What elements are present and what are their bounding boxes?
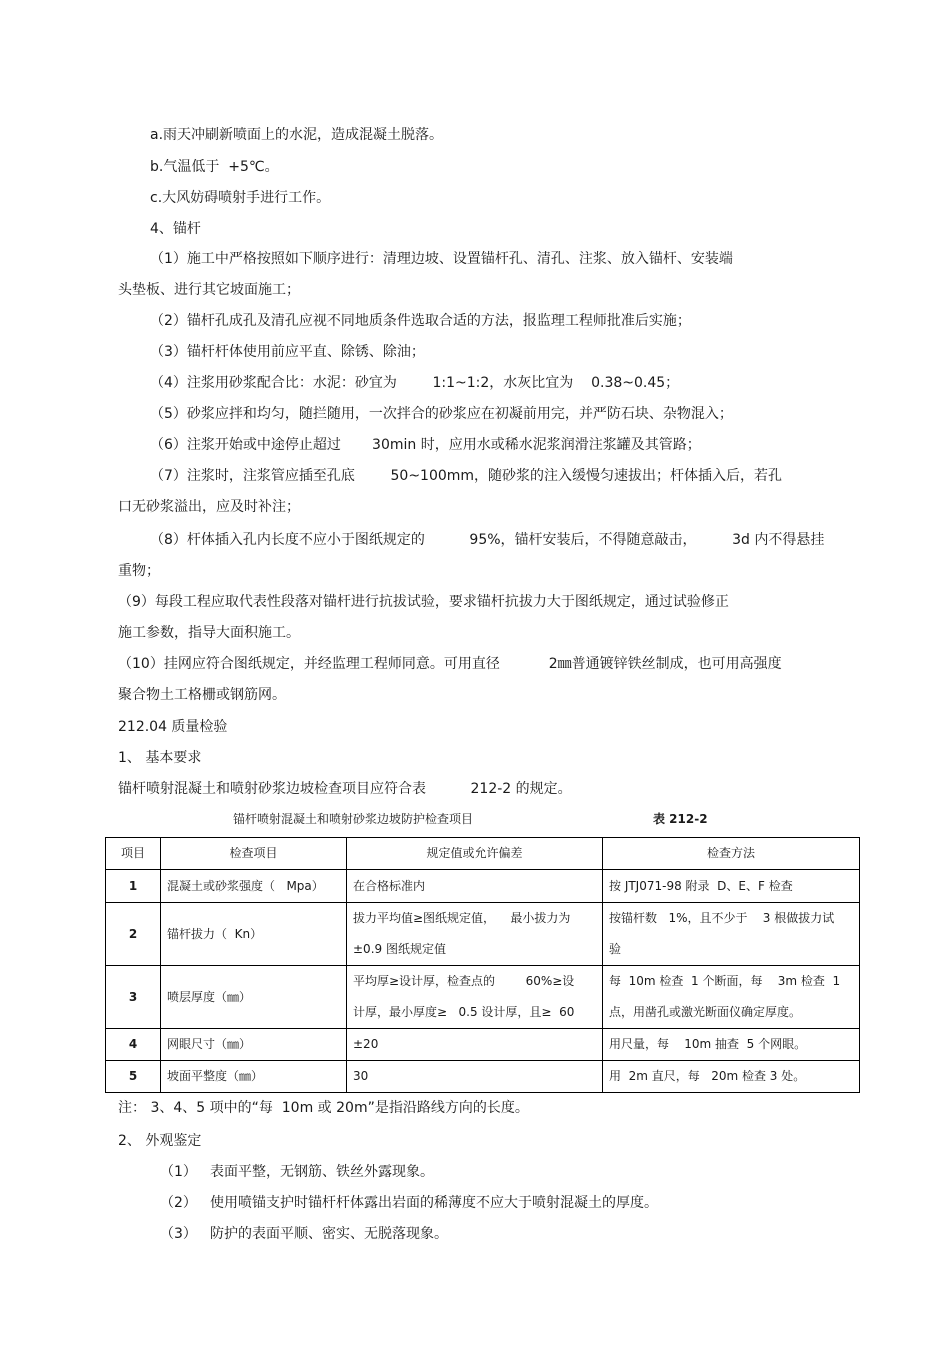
text-line: （8）杆体插入孔内长度不应小于图纸规定的 95%，锚杆安装后，不得随意敲击， 3d 内不得悬挂 [150,532,825,548]
row-number: 3 [106,966,161,1029]
text-line: （10）挂网应符合图纸规定，并经监理工程师同意。可用直径 2㎜普通镀锌铁丝制成，也可用高强度 [118,656,782,672]
text-line: 重物； [118,563,160,579]
text-line: （7）注浆时，注浆管应插至孔底 50~100mm，随砂浆的注入缓慢匀速拔出；杆体插入后，若孔 [150,468,783,484]
method-line: 用尺量，每 10m 抽查 5 个网眼。 [609,1037,807,1051]
item-number: （1） [160,1164,197,1180]
method-line: 按锚杆数 1%，且不少于 3 根做拔力试 [609,911,835,925]
row-number: 2 [106,903,161,966]
text-line: （5）砂浆应拌和均匀，随拦随用，一次拌合的砂浆应在初凝前用完，并严防石块、杂物混入； [150,406,733,422]
method-line: 每 10m 检查 1 个断面，每 3m 检查 1 [609,974,841,988]
item-text: 使用喷锚支护时锚杆杆体露出岩面的稀薄度不应大于喷射混凝土的厚度。 [210,1195,658,1211]
method-line: 点，用凿孔或激光断面仪确定厚度。 [609,1005,802,1019]
check-item: 坡面平整度（㎜） [161,1061,347,1093]
spec-value [347,870,603,903]
spec-line: 拔力平均值≥图纸规定值， 最小拔力为 [353,911,571,925]
spec-value [347,903,603,966]
method-line: 按 JTJ071-98 附录 D、E、F 检查 [609,878,793,893]
header-cell: 检查项目 [161,838,347,870]
text-line: 头垫板、进行其它坡面施工； [118,282,300,298]
check-item: 锚杆拔力（ Kn） [161,903,347,966]
table-header-row [106,838,860,870]
text-line: a.雨天冲刷新喷面上的水泥，造成混凝土脱落。 [150,127,444,143]
subsection-title: 2、 外观鉴定 [118,1133,202,1149]
check-item: 网眼尺寸（㎜） [161,1029,347,1061]
check-method [603,1029,860,1061]
method-line: 用 2m 直尺，每 20m 检查 3 处。 [609,1069,806,1083]
method-line: 验 [609,942,622,956]
section-title: 212.04 质量检验 [118,719,228,735]
check-method [603,903,860,966]
table-note: 注： 3、4、5 项中的“每 10m 或 20m”是指沿路线方向的长度。 [118,1100,529,1116]
text-line: 口无砂浆溢出，应及时补注； [118,499,300,515]
table-row [106,1029,860,1061]
spec-line: 30 [353,1069,369,1083]
header-cell: 检查方法 [603,838,860,870]
spec-value [347,1061,603,1093]
table-row [106,966,860,1029]
table-number: 表 212-2 [653,812,708,826]
text-line: 施工参数，指导大面积施工。 [118,625,300,641]
spec-value [347,1029,603,1061]
text-line: c.大风妨碍喷射手进行工作。 [150,190,331,206]
row-number: 4 [106,1029,161,1061]
section-heading-anchor: 4、锚杆 [150,221,201,237]
row-number: 1 [106,870,161,903]
text-line: （6）注浆开始或中途停止超过 30min 时，应用水或稀水泥浆润滑注浆罐及其管路； [150,437,701,453]
spec-line: 计厚，最小厚度≥ 0.5 设计厚，且≥ 60 [353,1005,575,1019]
check-item: 混凝土或砂浆强度（ Mpa） [161,870,347,903]
text-line: （1）施工中严格按照如下顺序进行：清理边坡、设置锚杆孔、清孔、注浆、放入锚杆、安装端 [150,251,733,267]
check-item: 喷层厚度（㎜） [161,966,347,1029]
row-number: 5 [106,1061,161,1093]
item-text: 防护的表面平顺、密实、无脱落现象。 [210,1226,448,1242]
check-method [603,1061,860,1093]
header-cell: 项目 [106,838,161,870]
spec-line: 在合格标准内 [353,878,426,893]
spec-line: ±0.9 图纸规定值 [353,942,446,956]
text-line: （3）锚杆杆体使用前应平直、除锈、除油； [150,344,425,360]
table-row [106,1061,860,1093]
text-line: （4）注浆用砂浆配合比：水泥：砂宜为 1:1~1:2，水灰比宜为 0.38~0.45； [150,375,680,391]
text-line: 聚合物土工格栅或钢筋网。 [118,687,286,703]
item-text: 表面平整，无钢筋、铁丝外露现象。 [210,1164,434,1180]
item-number: （2） [160,1195,197,1211]
spec-line: ±20 [353,1037,379,1051]
inspection-table [105,837,860,1093]
text-line: （9）每段工程应取代表性段落对锚杆进行抗拔试验，要求锚杆抗拔力大于图纸规定，通过试验修正 [118,594,729,610]
text-line: b.气温低于 +5℃。 [150,159,279,175]
spec-line: 平均厚≥设计厚，检查点的 60%≥设 [353,974,575,988]
table-row [106,903,860,966]
header-cell: 规定值或允许偏差 [347,838,603,870]
check-method [603,870,860,903]
check-method [603,966,860,1029]
text-line: （2）锚杆孔成孔及清孔应视不同地质条件选取合适的方法，报监理工程师批准后实施； [150,313,691,329]
spec-value [347,966,603,1029]
subsection-title: 1、 基本要求 [118,750,202,766]
item-number: （3） [160,1226,197,1242]
table-caption: 锚杆喷射混凝土和喷射砂浆边坡防护检查项目 [233,812,474,826]
table-row [106,870,860,903]
text-line: 锚杆喷射混凝土和喷射砂浆边坡检查项目应符合表 212-2 的规定。 [118,781,572,797]
